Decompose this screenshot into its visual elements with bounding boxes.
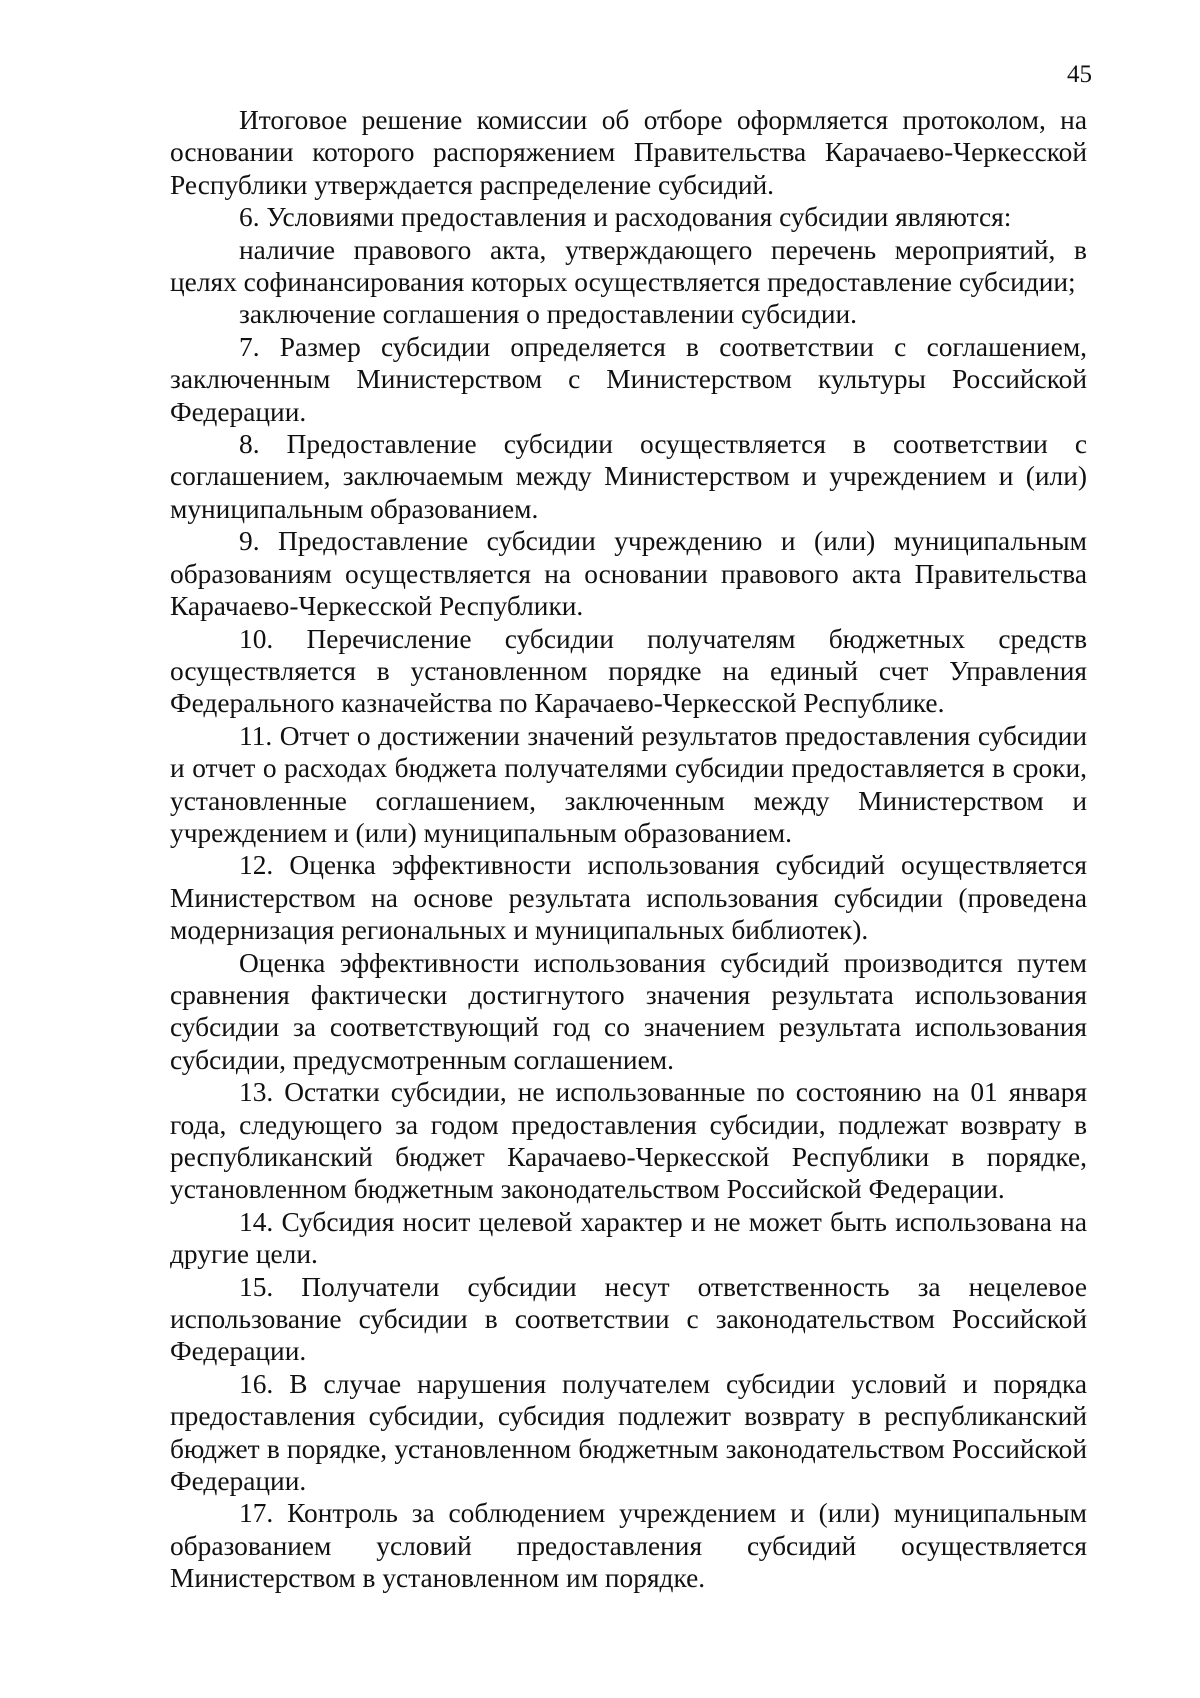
paragraph-13-remainders: 13. Остатки субсидии, не использованные по состоянию на 01 января года, следующего за годом предоставления субсидии, подлежат возврату в республиканский бюджет Карачаево-Черкесской Республики в порядке, установленном бюджетным законодательством Российской Федерации. [170, 1077, 1087, 1205]
paragraph-final-decision: Итоговое решение комиссии об отборе оформляется протоколом, на основании которого распоряжением Правительства Карачаево-Черкесской Республики утверждается распределение субсидий. [170, 105, 1087, 200]
paragraph-17-control: 17. Контроль за соблюдением учреждением и (или) муниципальным образованием условий предоставления субсидий осуществляется Министерством в установленном им порядке. [170, 1498, 1087, 1594]
document-body [170, 104, 1087, 1595]
paragraph-7-subsidy-size: 7. Размер субсидии определяется в соответствии с соглашением, заключенным Министерством с Министерством культуры Российской Федерации. [170, 331, 1087, 427]
page-number: 45 [1067, 61, 1092, 88]
paragraph-9-provision-basis: 9. Предоставление субсидии учреждению и (или) муниципальным образованиям осуществляется на основании правового акта Правительства Карачаево-Черкесской Республики. [170, 526, 1087, 622]
paragraph-6-condition-legal-act: наличие правового акта, утверждающего перечень мероприятий, в целях софинансирования которых осуществляется предоставление субсидии; [170, 234, 1087, 298]
paragraph-6-conditions: 6. Условиями предоставления и расходования субсидии являются: [239, 202, 1012, 233]
paragraph-efficiency-assessment: Оценка эффективности использования субсидий производится путем сравнения фактически достигнутого значения результата использования субсидии за соответствующий год со значением результата использования субсидии, предусмотренным соглашением. [170, 947, 1087, 1075]
paragraph-14-target-purpose: 14. Субсидия носит целевой характер и не может быть использована на другие цели. [170, 1206, 1087, 1270]
paragraph-8-subsidy-provision: 8. Предоставление субсидии осуществляется в соответствии с соглашением, заключаемым между Министерством и учреждением и (или) муниципальным образованием. [170, 429, 1087, 524]
paragraph-6-condition-agreement: заключение соглашения о предоставлении субсидии. [239, 299, 857, 330]
paragraph-11-reporting: 11. Отчет о достижении значений результатов предоставления субсидии и отчет о расходах бюджета получателями субсидии предоставляется в сроки, установленные соглашением, заключенным между Министерством и учреждением и (или) муниципальным образованием. [170, 720, 1087, 848]
paragraph-10-transfer: 10. Перечисление субсидии получателям бюджетных средств осуществляется в установленном порядке на единый счет Управления Федерального казначейства по Карачаево-Черкесской Республике. [170, 623, 1087, 719]
paragraph-16-violation: 16. В случае нарушения получателем субсидии условий и порядка предоставления субсидии, субсидия подлежит возврату в республиканский бюджет в порядке, установленном бюджетным законодательством Российской Федерации. [170, 1368, 1087, 1497]
paragraph-12-efficiency: 12. Оценка эффективности использования субсидий осуществляется Министерством на основе результата использования субсидии (проведена модернизация региональных и муниципальных библиотек). [170, 850, 1087, 946]
paragraph-15-responsibility: 15. Получатели субсидии несут ответственность за нецелевое использование субсидии в соответствии с законодательством Российской Федерации. [170, 1271, 1087, 1367]
